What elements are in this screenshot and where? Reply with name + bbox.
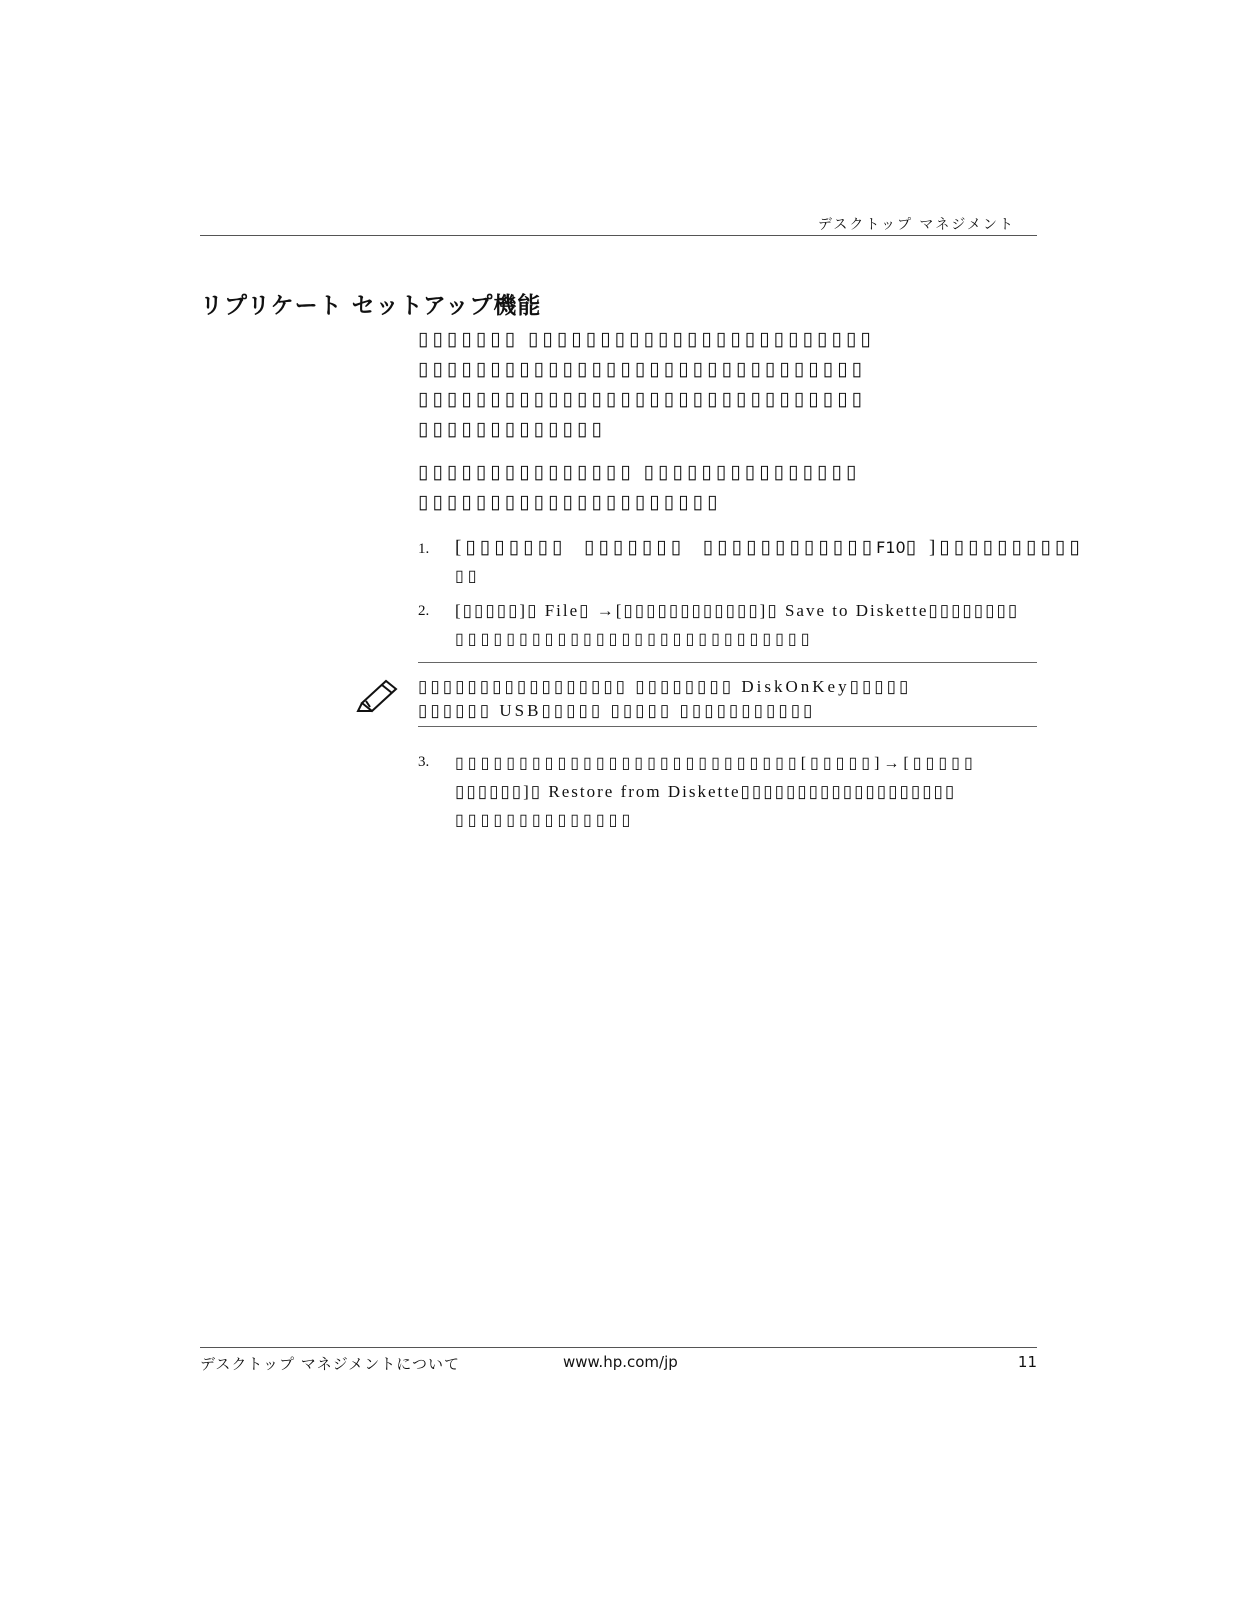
note-line-2: ▯▯▯▯▯▯ USB▯▯▯▯▯ ▯▯▯▯▯ ▯▯▯▯▯▯▯▯▯▯▯	[418, 701, 816, 720]
step-3-line-3: ▯▯▯▯▯▯▯▯▯▯▯▯▯▯	[455, 812, 635, 829]
step-3-line-2: ▯▯▯▯▯▯]▯ Restore from Diskette▯▯▯▯▯▯▯▯▯▯▯▯▯▯▯▯▯▯▯	[455, 782, 957, 801]
step-2-line-1: [▯▯▯▯▯]▯ File▯ →[▯▯▯▯▯▯▯▯▯▯▯▯]▯ Save to Diskette▯▯▯▯▯▯▯▯	[455, 601, 1020, 620]
footer-doc-title: デスクトップ マネジメントについて	[200, 1355, 460, 1373]
paragraph-1-line-4: ▯▯▯▯▯▯▯▯▯▯▯▯▯	[418, 419, 606, 440]
step-2-line-2: ▯▯▯▯▯▯▯▯▯▯▯▯▯▯▯▯▯▯▯▯▯▯▯▯▯▯▯▯	[455, 631, 814, 648]
note-top-rule	[418, 662, 1037, 663]
step-1-text-a: [▯▯▯▯▯▯▯ ▯▯▯▯▯▯▯ ▯▯▯▯▯▯▯▯▯▯▯▯	[455, 537, 877, 558]
step-1-line-2: ▯▯	[455, 568, 481, 585]
section-title: リプリケート セットアップ機能	[200, 293, 542, 319]
header-rule	[200, 235, 1037, 236]
paragraph-1-line-2: ▯▯▯▯▯▯▯▯▯▯▯▯▯▯▯▯▯▯▯▯▯▯▯▯▯▯▯▯▯▯▯	[418, 359, 867, 380]
f10-key-label: F10	[876, 538, 906, 557]
paragraph-2-line-2: ▯▯▯▯▯▯▯▯▯▯▯▯▯▯▯▯▯▯▯▯▯	[418, 492, 722, 513]
running-header: デスクトップ マネジメント	[817, 217, 1015, 233]
step-1-text-b: ▯ ]▯▯▯▯▯▯▯▯▯▯	[905, 537, 1084, 558]
note-bottom-rule	[418, 726, 1037, 727]
paragraph-2-line-1: ▯▯▯▯▯▯▯▯▯▯▯▯▯▯▯ ▯▯▯▯▯▯▯▯▯▯▯▯▯▯▯	[418, 462, 861, 483]
step-number: 2.	[418, 603, 430, 619]
step-1-line-1	[455, 538, 1084, 558]
step-number: 3.	[418, 754, 430, 770]
footer-url: www.hp.com/jp	[563, 1353, 678, 1371]
footer-rule	[200, 1347, 1037, 1348]
note-line-1: ▯▯▯▯▯▯▯▯▯▯▯▯▯▯▯▯▯ ▯▯▯▯▯▯▯▯ DiskOnKey▯▯▯▯▯	[418, 677, 912, 696]
paragraph-1-line-3: ▯▯▯▯▯▯▯▯▯▯▯▯▯▯▯▯▯▯▯▯▯▯▯▯▯▯▯▯▯▯▯	[418, 389, 867, 410]
step-3-line-1: ▯▯▯▯▯▯▯▯▯▯▯▯▯▯▯▯▯▯▯▯▯▯▯▯▯▯▯[▯▯▯▯▯]→[▯▯▯▯▯	[455, 755, 977, 772]
pencil-icon	[356, 673, 404, 713]
page-number: 11	[1017, 1353, 1037, 1371]
step-number: 1.	[418, 541, 430, 557]
paragraph-1-line-1: ▯▯▯▯▯▯▯ ▯▯▯▯▯▯▯▯▯▯▯▯▯▯▯▯▯▯▯▯▯▯▯▯	[418, 329, 875, 350]
